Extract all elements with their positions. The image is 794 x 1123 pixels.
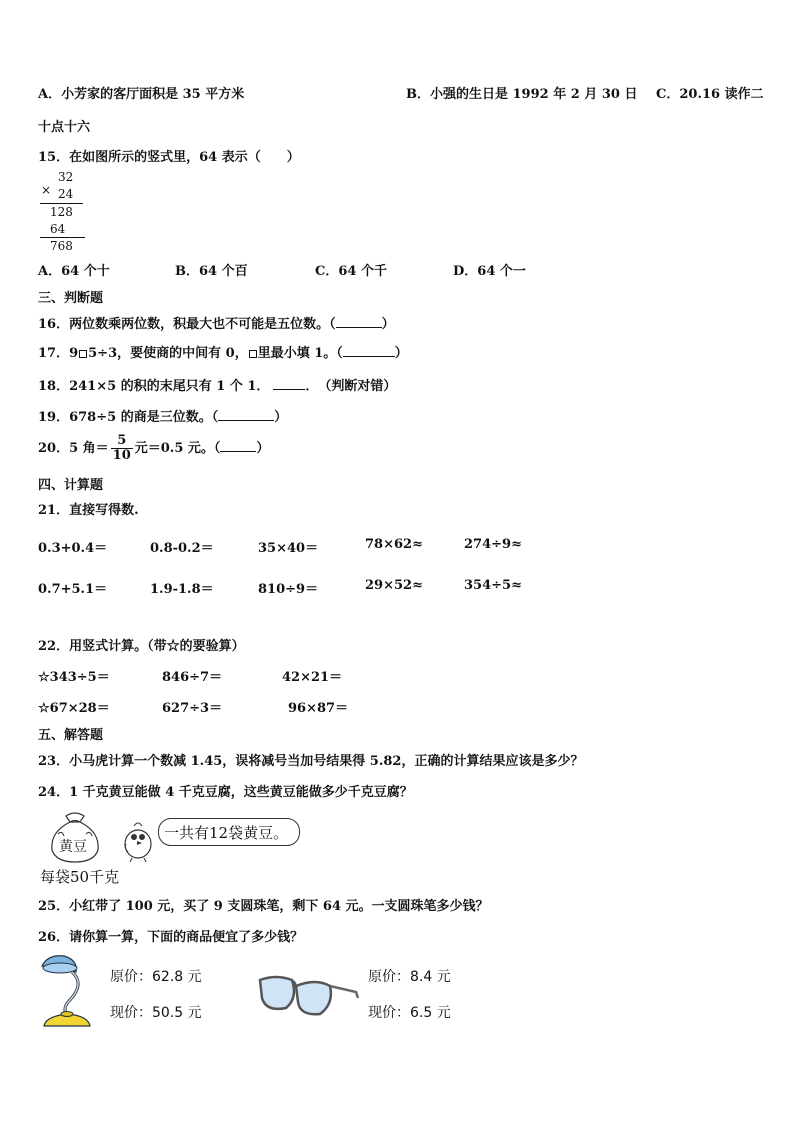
q16-text: 16．两位数乘两位数，积最大也不可能是五位数。（ [38,317,336,332]
q22-r2-c3: 96×87＝ [288,701,349,716]
q20-answer-blank [220,439,256,452]
q21-r1-c2: 0.8-0.2＝ [150,541,214,556]
q20 [38,434,269,463]
q20-close: ） [256,441,270,456]
q14-option-b: B．小强的生日是 1992 年 2 月 30 日 [406,87,638,102]
times-sign: × [41,183,52,197]
fraction-denominator: 10 [112,448,131,463]
q24: 24．1 千克黄豆能做 4 千克豆腐，这些黄豆能做多少千克豆腐？ [38,785,413,800]
q20-pre: 20．5 角＝ [38,441,109,456]
q17-close: ） [394,346,408,361]
vertical-line-1 [40,203,83,204]
q20-fraction [111,434,133,463]
q21-r1-c1: 0.3+0.4＝ [38,541,108,556]
q21-r2-c5: 354÷5≈ [464,578,522,593]
q18-answer-blank [273,377,305,390]
q19 [38,406,287,425]
q16-answer-blank [336,315,382,328]
q15-option-d: D．64 个一 [453,264,526,279]
q21-r2-c1: 0.7+5.1＝ [38,582,108,597]
q16 [38,313,395,332]
q17-box-1 [79,350,87,358]
vertical-row-4: 64 [50,222,66,236]
q21-r1-c4: 78×62≈ [365,537,423,552]
q14-option-a: A．小芳家的客厅面积是 35 平方米 [38,87,245,102]
glasses-icon [256,968,362,1022]
q15-stem: 15．在如图所示的竖式里，64 表示（ ） [38,150,300,165]
q22-r1-c1: ☆343÷5＝ [38,670,110,685]
q17-answer-blank [343,344,395,357]
q21-r2-c4: 29×52≈ [365,578,423,593]
q20-post: 元＝0.5 元。（ [134,441,221,456]
q14-option-c: C．20.16 读作二 [656,87,764,102]
q17 [38,342,408,361]
bag-caption: 每袋50千克 [40,868,120,886]
glasses-original-price: 原价：8.4 元 [368,969,451,985]
bird-icon [120,818,158,862]
q22-stem: 22．用竖式计算。（带☆的要验算） [38,639,245,654]
section-5-title: 五、解答题 [38,728,104,743]
q17-box-2 [249,350,257,358]
q18-end: ． （判断对错） [305,379,397,394]
q22-r1-c2: 846÷7＝ [162,670,223,685]
vertical-row-2: 24 [58,187,74,201]
q21-stem: 21．直接写得数. [38,503,139,518]
q17-post2: 里最小填 1。（ [257,346,343,361]
q14-option-c-continued: 十点十六 [38,120,91,135]
speech-bubble-text: 一共有12袋黄豆。 [164,824,289,842]
q19-text: 19．678÷5 的商是三位数。（ [38,410,219,425]
q16-close: ） [381,317,395,332]
q19-close: ） [274,410,288,425]
q21-r2-c3: 810÷9＝ [258,582,319,597]
fraction-numerator: 5 [111,434,133,449]
vertical-row-5: 768 [50,239,73,253]
q15-option-a: A．64 个十 [38,264,110,279]
q19-answer-blank [218,408,274,421]
q26: 26．请你算一算，下面的商品便宜了多少钱？ [38,930,304,945]
lamp-current-price: 现价：50.5 元 [110,1005,202,1021]
q22-r2-c1: ☆67×28＝ [38,701,110,716]
q17-post: 5÷3，要使商的中间有 0， [88,346,248,361]
vertical-row-1: 32 [58,170,74,184]
q22-r1-c3: 42×21＝ [282,670,343,685]
vertical-row-3: 128 [50,205,73,219]
q21-r2-c2: 1.9-1.8＝ [150,582,214,597]
vertical-line-2 [40,237,85,238]
q18 [38,375,396,394]
q25: 25．小红带了 100 元，买了 9 支圆珠笔，剩下 64 元。一支圆珠笔多少钱？ [38,899,489,914]
desk-lamp-icon [38,952,102,1032]
q15-option-c: C．64 个千 [315,264,387,279]
lamp-original-price: 原价：62.8 元 [110,969,202,985]
glasses-current-price: 现价：6.5 元 [368,1005,451,1021]
q21-r1-c3: 35×40＝ [258,541,319,556]
section-4-title: 四、计算题 [38,478,104,493]
section-3-title: 三、判断题 [38,291,104,306]
q22-r2-c2: 627÷3＝ [162,701,223,716]
q15-option-b: B．64 个百 [175,264,248,279]
bag-label: 黄豆 [59,839,87,855]
q23: 23．小马虎计算一个数减 1.45，误将减号当加号结果得 5.82，正确的计算结果应该是多少？ [38,754,584,769]
q18-text: 18．241×5 的积的末尾只有 1 个 1． [38,379,270,394]
q17-pre: 17．9 [38,346,79,361]
q21-r1-c5: 274÷9≈ [464,537,522,552]
